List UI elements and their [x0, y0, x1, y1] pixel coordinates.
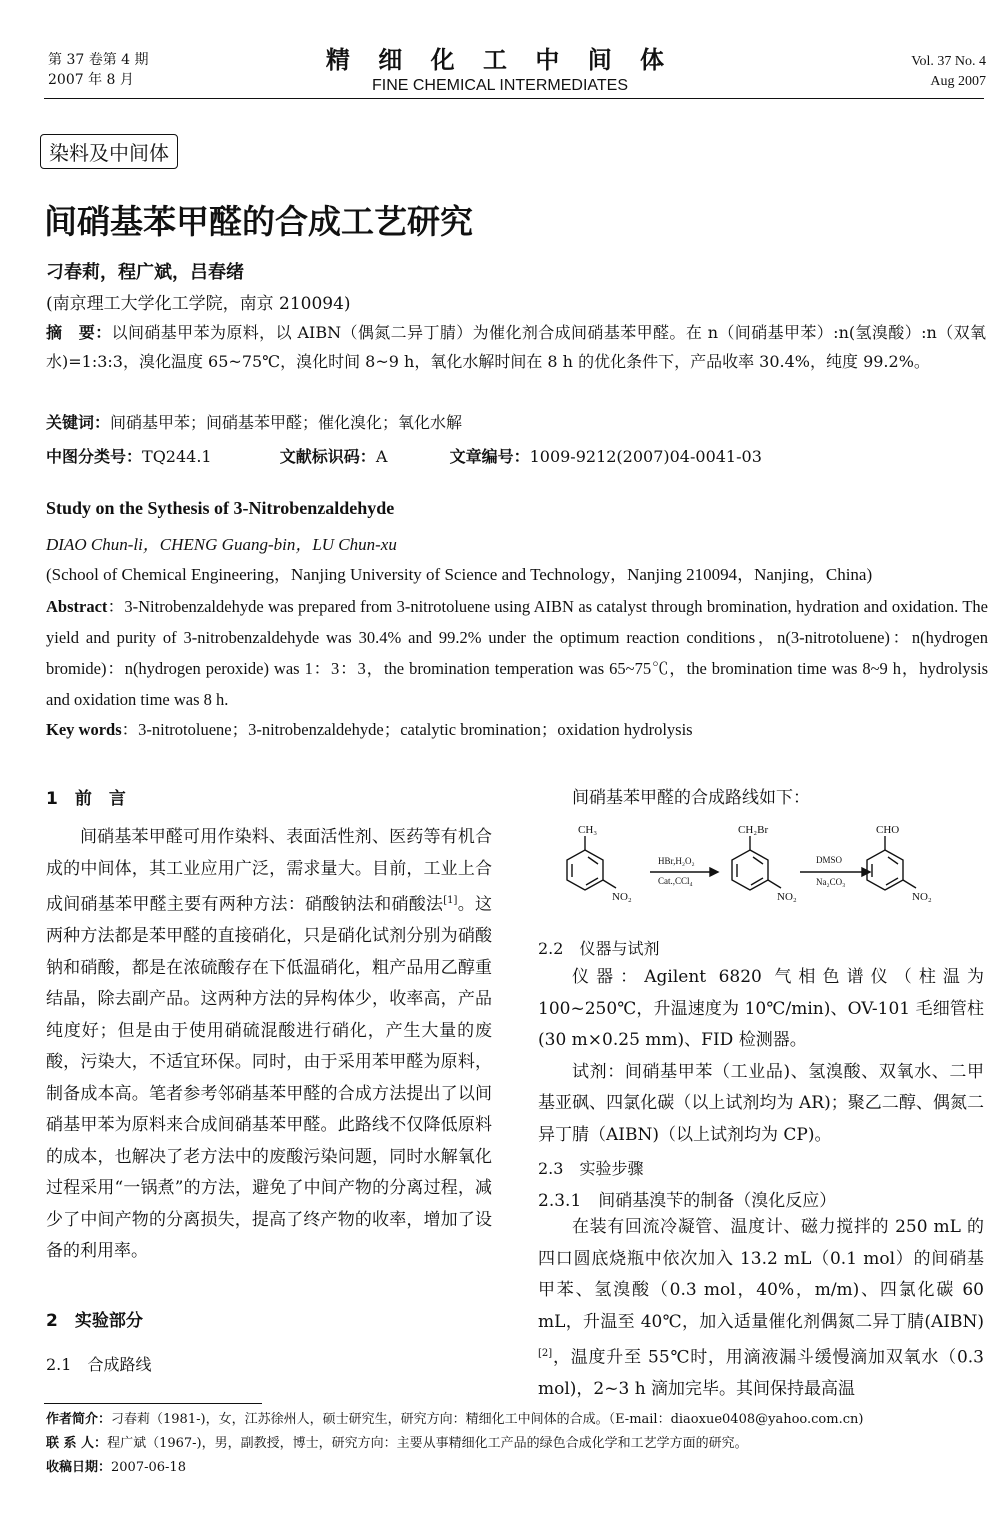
- section-2-heading: 2 实验部分: [46, 1311, 143, 1331]
- arrow1-bot: Cat.,CCl₄: [658, 876, 693, 886]
- abstract-cn: [46, 318, 986, 376]
- m3-top: CHO: [876, 824, 900, 836]
- keywords-cn-label: 关键词：: [46, 413, 111, 432]
- keywords-en-text: ：3-nitrotoluene；3-nitrobenzaldehyde；catalytic bromination；oxidation hydrolysis: [121, 720, 693, 739]
- instruments-paragraph: 仪器：Agilent 6820 气相色谱仪（柱温为 100~250℃，升温速度为 10℃/min)、OV-101 毛细管柱 (30 m×0.25 mm)、FID 检测器。: [538, 967, 984, 1050]
- abstract-en-text: ：3-Nitrobenzaldehyde was prepared from 3-nitrotoluene using AIBN as catalyst through bromination, hydration and oxidation. The yield and purity of 3-nitrobenzaldehyde was 30.4% and 99.2% under the optimum reaction conditions，n(3-nitrotoluene)：n(hydrogen bromide)：n(hydrogen peroxide) was 1：3：3，the bromination temperation was 65~75℃，the bromination time was 8~9 h，hydrolysis and oxidation time was 8 h.: [46, 597, 988, 709]
- subsection-2-3-1: 2.3.1 间硝基溴苄的制备（溴化反应）: [538, 1191, 837, 1211]
- abstract-en: [46, 591, 988, 715]
- abstract-en-label: Abstract: [46, 597, 108, 616]
- m3-sub: NO₂: [912, 891, 932, 903]
- authors-en: DIAO Chun-li，CHENG Guang-bin，LU Chun-xu: [46, 535, 397, 554]
- footnote-contact-label: 联 系 人：: [46, 1436, 108, 1451]
- clc-label: 中图分类号：: [46, 447, 143, 466]
- section-tag: 染料及中间体: [40, 134, 178, 169]
- authors-cn: 刁春莉，程广斌，吕春绪: [46, 262, 244, 283]
- m1-sub: NO₂: [612, 891, 632, 903]
- paper-title-en: Study on the Sythesis of 3-Nitrobenzaldehyde: [46, 498, 395, 518]
- footnote-contact-text: 程广斌（1967-)，男，副教授，博士，研究方向：主要从事精细化工产品的绿色合成化学和工艺学方面的研究。: [107, 1436, 748, 1451]
- keywords-en-label: Key words: [46, 720, 122, 739]
- volume-cn: 第 37 卷第 4 期: [48, 52, 149, 68]
- arrow1-top: HBr,H₂O₂: [658, 856, 695, 866]
- reagents-paragraph: 试剂：间硝基甲苯（工业品)、氢溴酸、双氧水、二甲基亚砜、四氯化碳（以上试剂均为 AR)；聚乙二醇、偶氮二异丁腈（AIBN)（以上试剂均为 CP)。: [538, 1061, 984, 1145]
- arrow2-top: DMSO: [816, 855, 843, 865]
- ref-2: [2]: [538, 1348, 553, 1359]
- footnote-received-label: 收稿日期：: [46, 1460, 112, 1475]
- subsection-2-3: 2.3 实验步骤: [538, 1159, 644, 1178]
- arrow2-bot: Na₂CO₃: [816, 877, 846, 887]
- ref-1: [1]: [443, 895, 458, 906]
- intro-text-a: 间硝基苯甲醛可用作染料、表面活性剂、医药等有机合成的中间体，其工业应用广泛，需求量大。目前，工业上合成间硝基苯甲醛主要有两种方法：硝酸钠法和硝酸法: [46, 827, 492, 915]
- doc-code-label: 文献标识码：: [279, 447, 376, 466]
- abstract-cn-label: 摘 要：: [46, 323, 112, 342]
- footnote-received-text: 2007-06-18: [111, 1460, 186, 1475]
- date-en: Aug 2007: [930, 74, 986, 89]
- footnote-author-label: 作者简介：: [46, 1412, 112, 1427]
- m2-sub: NO₂: [777, 891, 797, 903]
- m2-top: CH₂Br: [738, 824, 769, 836]
- footnote-author-text: 刁春莉（1981-)，女，江苏徐州人，硕士研究生，研究方向：精细化工中间体的合成。（E-mail：diaoxue0408@yahoo.com.cn): [111, 1412, 864, 1427]
- footnote-author: [46, 1409, 863, 1431]
- section-1-body: [46, 822, 492, 1268]
- abstract-cn-text: 以间硝基甲苯为原料，以 AIBN（偶氮二异丁腈）为催化剂合成间硝基苯甲醛。在 n（间硝基甲苯）:n(氢溴酸）:n（双氧水)=1:3:3，溴化温度 65~75℃，溴化时间 8~9 h，氧化水解时间在 8 h 的优化条件下，产品收率 30.4%，纯度 99.2%。: [46, 323, 986, 371]
- journal-name-en: FINE CHEMICAL INTERMEDIATES: [371, 77, 629, 94]
- keywords-en: [46, 716, 693, 740]
- m1-top: CH₃: [578, 824, 598, 836]
- date-cn: 2007 年 8 月: [48, 72, 134, 88]
- doc-code-value: A: [375, 447, 388, 466]
- keywords-cn: [46, 410, 462, 433]
- section-2-2-body: [538, 962, 984, 1151]
- article-no-value: 1009-9212(2007)04-0041-03: [529, 447, 762, 466]
- procedure-body: [538, 1212, 984, 1406]
- journal-name-cn: 精 细 化 工 中 间 体: [325, 46, 675, 74]
- footnote-received: [46, 1457, 186, 1479]
- intro-text-b: 。这两种方法都是苯甲醛的直接硝化，只是硝化试剂分别为硝酸钠和硝酸，都是在浓硫酸存在下低温硝化，粗产品用乙醇重结晶，除去副产品。这两种方法的异构体少，收率高，产品纯度好；但是由于使用硝硫混酸进行硝化，产生大量的废酸，污染大，不适宜环保。同时，由于采用苯甲醛为原料，制备成本高。笔者参考邻硝基苯甲醛的合成方法提出了以间硝基甲苯为原料来合成间硝基苯甲醛。此路线不仅降低原料的成本，也解决了老方法中的废酸污染问题，同时水解氧化过程采用“一锅煮”的方法，避免了中间产物的分离过程，减少了中间产物的分离损失，提高了终产物的收率，增加了设备的利用率。: [46, 894, 492, 1262]
- subsection-2-1: 2.1 合成路线: [46, 1355, 152, 1374]
- journal-header: [0, 40, 1000, 95]
- affiliation-cn: (南京理工大学化工学院，南京 210094): [46, 294, 351, 314]
- affiliation-en: (School of Chemical Engineering，Nanjing University of Science and Technology，Nanjing 210094，Nanjing，China): [46, 565, 873, 584]
- classification-line: [46, 444, 986, 467]
- footnote-contact: [46, 1433, 748, 1455]
- intro-paragraph: [46, 822, 492, 1268]
- synthesis-scheme: [540, 822, 980, 912]
- paper-title-cn: 间硝基苯甲醛的合成工艺研究: [44, 202, 473, 241]
- volume-en: Vol. 37 No. 4: [911, 54, 986, 69]
- keywords-cn-text: 间硝基甲苯；间硝基苯甲醛；催化溴化；氧化水解: [110, 413, 463, 432]
- section-1-heading: 1 前 言: [46, 789, 126, 809]
- header-rule: [44, 98, 984, 99]
- procedure-paragraph: [538, 1212, 984, 1406]
- footnote-rule: [44, 1403, 262, 1404]
- header-volume-en: [911, 52, 986, 92]
- clc-value: TQ244.1: [142, 447, 212, 466]
- procedure-text-a: 在装有回流冷凝管、温度计、磁力搅拌的 250 mL 的四口圆底烧瓶中依次加入 13.2 mL（0.1 mol）的间硝基甲苯、氢溴酸（0.3 mol，40%，m/m)、四氯化碳 60 mL，升温至 40℃，加入适量催化剂偶氮二异丁腈(AIBN): [538, 1217, 984, 1332]
- procedure-text-b: ，温度升至 55℃时，用滴液漏斗缓慢滴加双氧水（0.3 mol)，2~3 h 滴加完毕。其间保持最高温: [538, 1347, 984, 1400]
- subsection-2-2: 2.2 仪器与试剂: [538, 939, 660, 958]
- route-intro: 间硝基苯甲醛的合成路线如下：: [572, 788, 810, 808]
- article-no-label: 文章编号：: [449, 447, 530, 466]
